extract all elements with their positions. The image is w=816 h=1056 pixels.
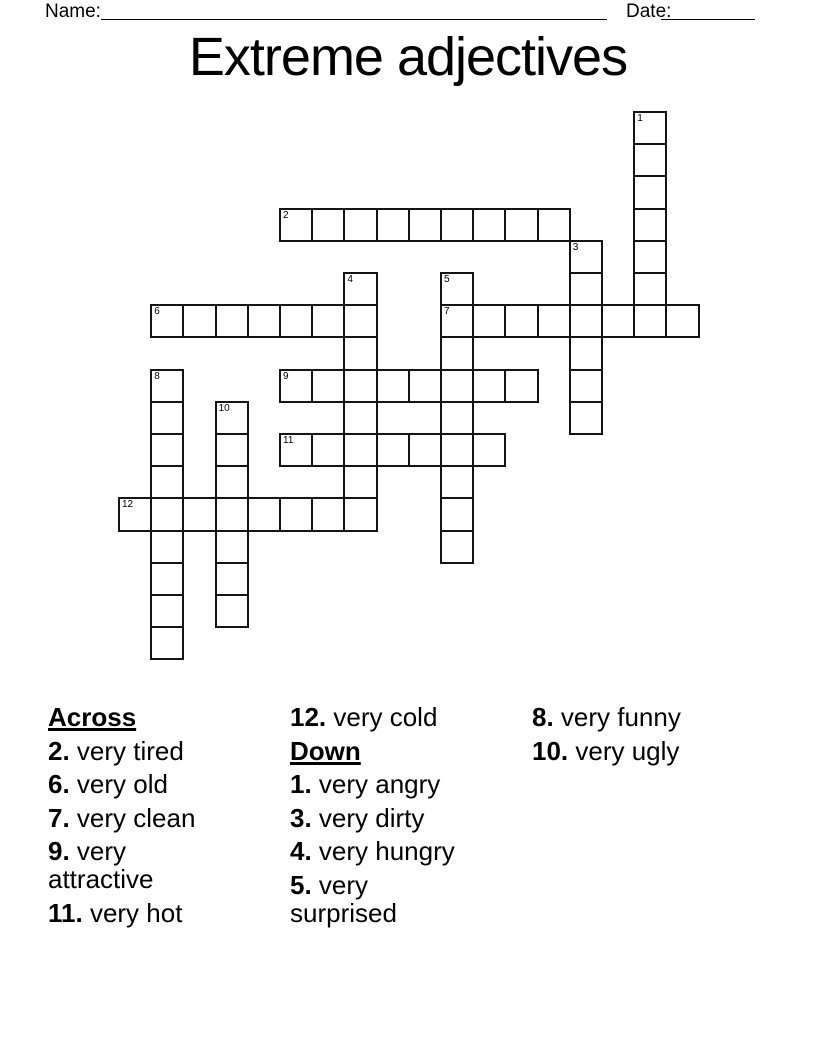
cell-number: 8: [154, 370, 160, 382]
grid-cell-16-2[interactable]: [633, 175, 667, 209]
grid-cell-9-10[interactable]: [408, 433, 442, 467]
cell-number: 9: [283, 370, 289, 382]
grid-cell-13-6[interactable]: [537, 304, 571, 338]
grid-cell-7-9[interactable]: [343, 401, 377, 435]
clue-number: 9.: [48, 836, 70, 866]
grid-cell-3-12[interactable]: [215, 497, 249, 531]
clue-number: 11.: [48, 897, 83, 928]
grid-cell-2-6[interactable]: [182, 304, 216, 338]
grid-cell-6-10[interactable]: [311, 433, 345, 467]
grid-cell-17-6[interactable]: [665, 304, 699, 338]
clue-4: 4. very hungry: [290, 836, 455, 866]
clue-11: 11. very hot: [48, 897, 183, 928]
grid-cell-6-3[interactable]: [311, 208, 345, 242]
grid-cell-11-10[interactable]: [472, 433, 506, 467]
grid-cell-14-6[interactable]: [569, 304, 603, 338]
page-title: Extreme adjectives: [188, 27, 628, 87]
grid-cell-7-5[interactable]: [343, 272, 377, 306]
clue-column-2: [290, 703, 472, 932]
cell-number: 12: [122, 499, 134, 511]
grid-cell-8-10[interactable]: [376, 433, 410, 467]
grid-cell-4-12[interactable]: [247, 497, 281, 531]
grid-cell-1-6[interactable]: [150, 304, 184, 338]
grid-cell-6-8[interactable]: [311, 369, 345, 403]
grid-cell-12-3[interactable]: [504, 208, 538, 242]
grid-cell-7-8[interactable]: [343, 369, 377, 403]
cell-number: 7: [444, 306, 450, 318]
grid-cell-8-3[interactable]: [376, 208, 410, 242]
clue-2: 2. very tired: [48, 735, 184, 766]
grid-cell-3-9[interactable]: [215, 401, 249, 435]
grid-cell-7-11[interactable]: [343, 465, 377, 499]
grid-cell-1-14[interactable]: [150, 562, 184, 596]
clue-column-1: [48, 703, 230, 932]
grid-cell-9-3[interactable]: [408, 208, 442, 242]
grid-cell-3-11[interactable]: [215, 465, 249, 499]
grid-cell-3-13[interactable]: [215, 530, 249, 564]
clue-8: 8. very funny: [532, 702, 681, 732]
grid-cell-10-8[interactable]: [440, 369, 474, 403]
clue-number: 12.: [290, 702, 327, 732]
grid-cell-3-14[interactable]: [215, 562, 249, 596]
grid-cell-10-9[interactable]: [440, 401, 474, 435]
clue-12: 12. very cold: [290, 702, 438, 732]
grid-cell-13-3[interactable]: [537, 208, 571, 242]
grid-cell-5-10[interactable]: [279, 433, 313, 467]
grid-cell-3-6[interactable]: [215, 304, 249, 338]
grid-cell-1-13[interactable]: [150, 530, 184, 564]
grid-cell-10-11[interactable]: [440, 465, 474, 499]
grid-cell-11-6[interactable]: [472, 304, 506, 338]
grid-cell-7-6[interactable]: [343, 304, 377, 338]
grid-cell-7-12[interactable]: [343, 497, 377, 531]
grid-cell-16-4[interactable]: [633, 240, 667, 274]
date-label: Date:: [626, 1, 672, 22]
grid-cell-16-3[interactable]: [633, 208, 667, 242]
grid-cell-11-3[interactable]: [472, 208, 506, 242]
grid-cell-12-6[interactable]: [504, 304, 538, 338]
clue-10: 10. very ugly: [532, 735, 680, 766]
grid-cell-14-9[interactable]: [569, 401, 603, 435]
grid-cell-11-8[interactable]: [472, 369, 506, 403]
grid-cell-16-6[interactable]: [633, 304, 667, 338]
across-heading: Across: [48, 702, 137, 732]
clue-column-3: [532, 703, 714, 770]
grid-cell-0-12[interactable]: [118, 497, 152, 531]
clue-number: 6.: [48, 769, 70, 799]
grid-cell-14-5[interactable]: [569, 272, 603, 306]
grid-cell-8-8[interactable]: [376, 369, 410, 403]
grid-cell-16-1[interactable]: [633, 143, 667, 177]
grid-cell-1-12[interactable]: [150, 497, 184, 531]
grid-cell-5-6[interactable]: [279, 304, 313, 338]
clue-9: 9. very attractive: [48, 836, 154, 894]
grid-cell-1-10[interactable]: [150, 433, 184, 467]
grid-cell-6-6[interactable]: [311, 304, 345, 338]
grid-cell-9-8[interactable]: [408, 369, 442, 403]
clue-number: 8.: [532, 702, 554, 732]
grid-cell-7-10[interactable]: [343, 433, 377, 467]
grid-cell-7-3[interactable]: [343, 208, 377, 242]
cell-number: 11: [283, 435, 294, 446]
clue-number: 10.: [532, 735, 569, 766]
grid-cell-5-12[interactable]: [279, 497, 313, 531]
grid-cell-14-8[interactable]: [569, 369, 603, 403]
cell-number: 5: [444, 274, 450, 285]
grid-cell-3-15[interactable]: [215, 594, 249, 628]
grid-cell-10-13[interactable]: [440, 530, 474, 564]
grid-cell-10-10[interactable]: [440, 433, 474, 467]
cell-number: 10: [218, 402, 230, 414]
clue-6: 6. very old: [48, 769, 168, 799]
grid-cell-14-7[interactable]: [569, 336, 603, 370]
clue-number: 2.: [48, 735, 70, 766]
grid-cell-1-15[interactable]: [150, 594, 184, 628]
clue-number: 1.: [290, 769, 312, 799]
grid-cell-1-11[interactable]: [150, 465, 184, 499]
grid-cell-16-5[interactable]: [633, 272, 667, 306]
grid-cell-10-7[interactable]: [440, 336, 474, 370]
grid-cell-7-7[interactable]: [343, 336, 377, 370]
grid-cell-15-6[interactable]: [601, 304, 635, 338]
clue-7: 7. very clean: [48, 802, 196, 833]
grid-cell-2-12[interactable]: [182, 497, 216, 531]
grid-cell-10-6[interactable]: [440, 304, 474, 338]
cell-number: 2: [283, 209, 289, 221]
clue-1: 1. very angry: [290, 769, 441, 799]
grid-cell-12-8[interactable]: [504, 369, 538, 403]
clue-5: 5. very surprised: [290, 869, 397, 928]
grid-cell-16-0[interactable]: [633, 111, 667, 145]
grid-cell-14-4[interactable]: [569, 240, 603, 274]
grid-cell-6-12[interactable]: [311, 497, 345, 531]
grid-cell-5-8[interactable]: [279, 369, 313, 403]
clue-number: 7.: [48, 802, 70, 833]
cell-number: 1: [637, 113, 643, 124]
down-heading: Down: [290, 735, 361, 766]
clue-number: 5.: [290, 869, 312, 900]
grid-cell-5-3[interactable]: [279, 208, 313, 242]
grid-cell-10-5[interactable]: [440, 272, 474, 306]
grid-cell-10-12[interactable]: [440, 497, 474, 531]
name-label: Name:: [45, 1, 101, 22]
cell-number: 3: [572, 241, 579, 253]
cell-number: 4: [347, 274, 353, 285]
clue-3: 3. very dirty: [290, 802, 425, 833]
clue-number: 3.: [290, 802, 312, 833]
grid-cell-3-10[interactable]: [215, 433, 249, 467]
grid-cell-1-9[interactable]: [150, 401, 184, 435]
grid-cell-1-8[interactable]: [150, 369, 184, 403]
cell-number: 6: [154, 306, 160, 318]
clue-number: 4.: [290, 836, 312, 866]
grid-cell-1-16[interactable]: [150, 626, 184, 660]
grid-cell-10-3[interactable]: [440, 208, 474, 242]
grid-cell-4-6[interactable]: [247, 304, 281, 338]
